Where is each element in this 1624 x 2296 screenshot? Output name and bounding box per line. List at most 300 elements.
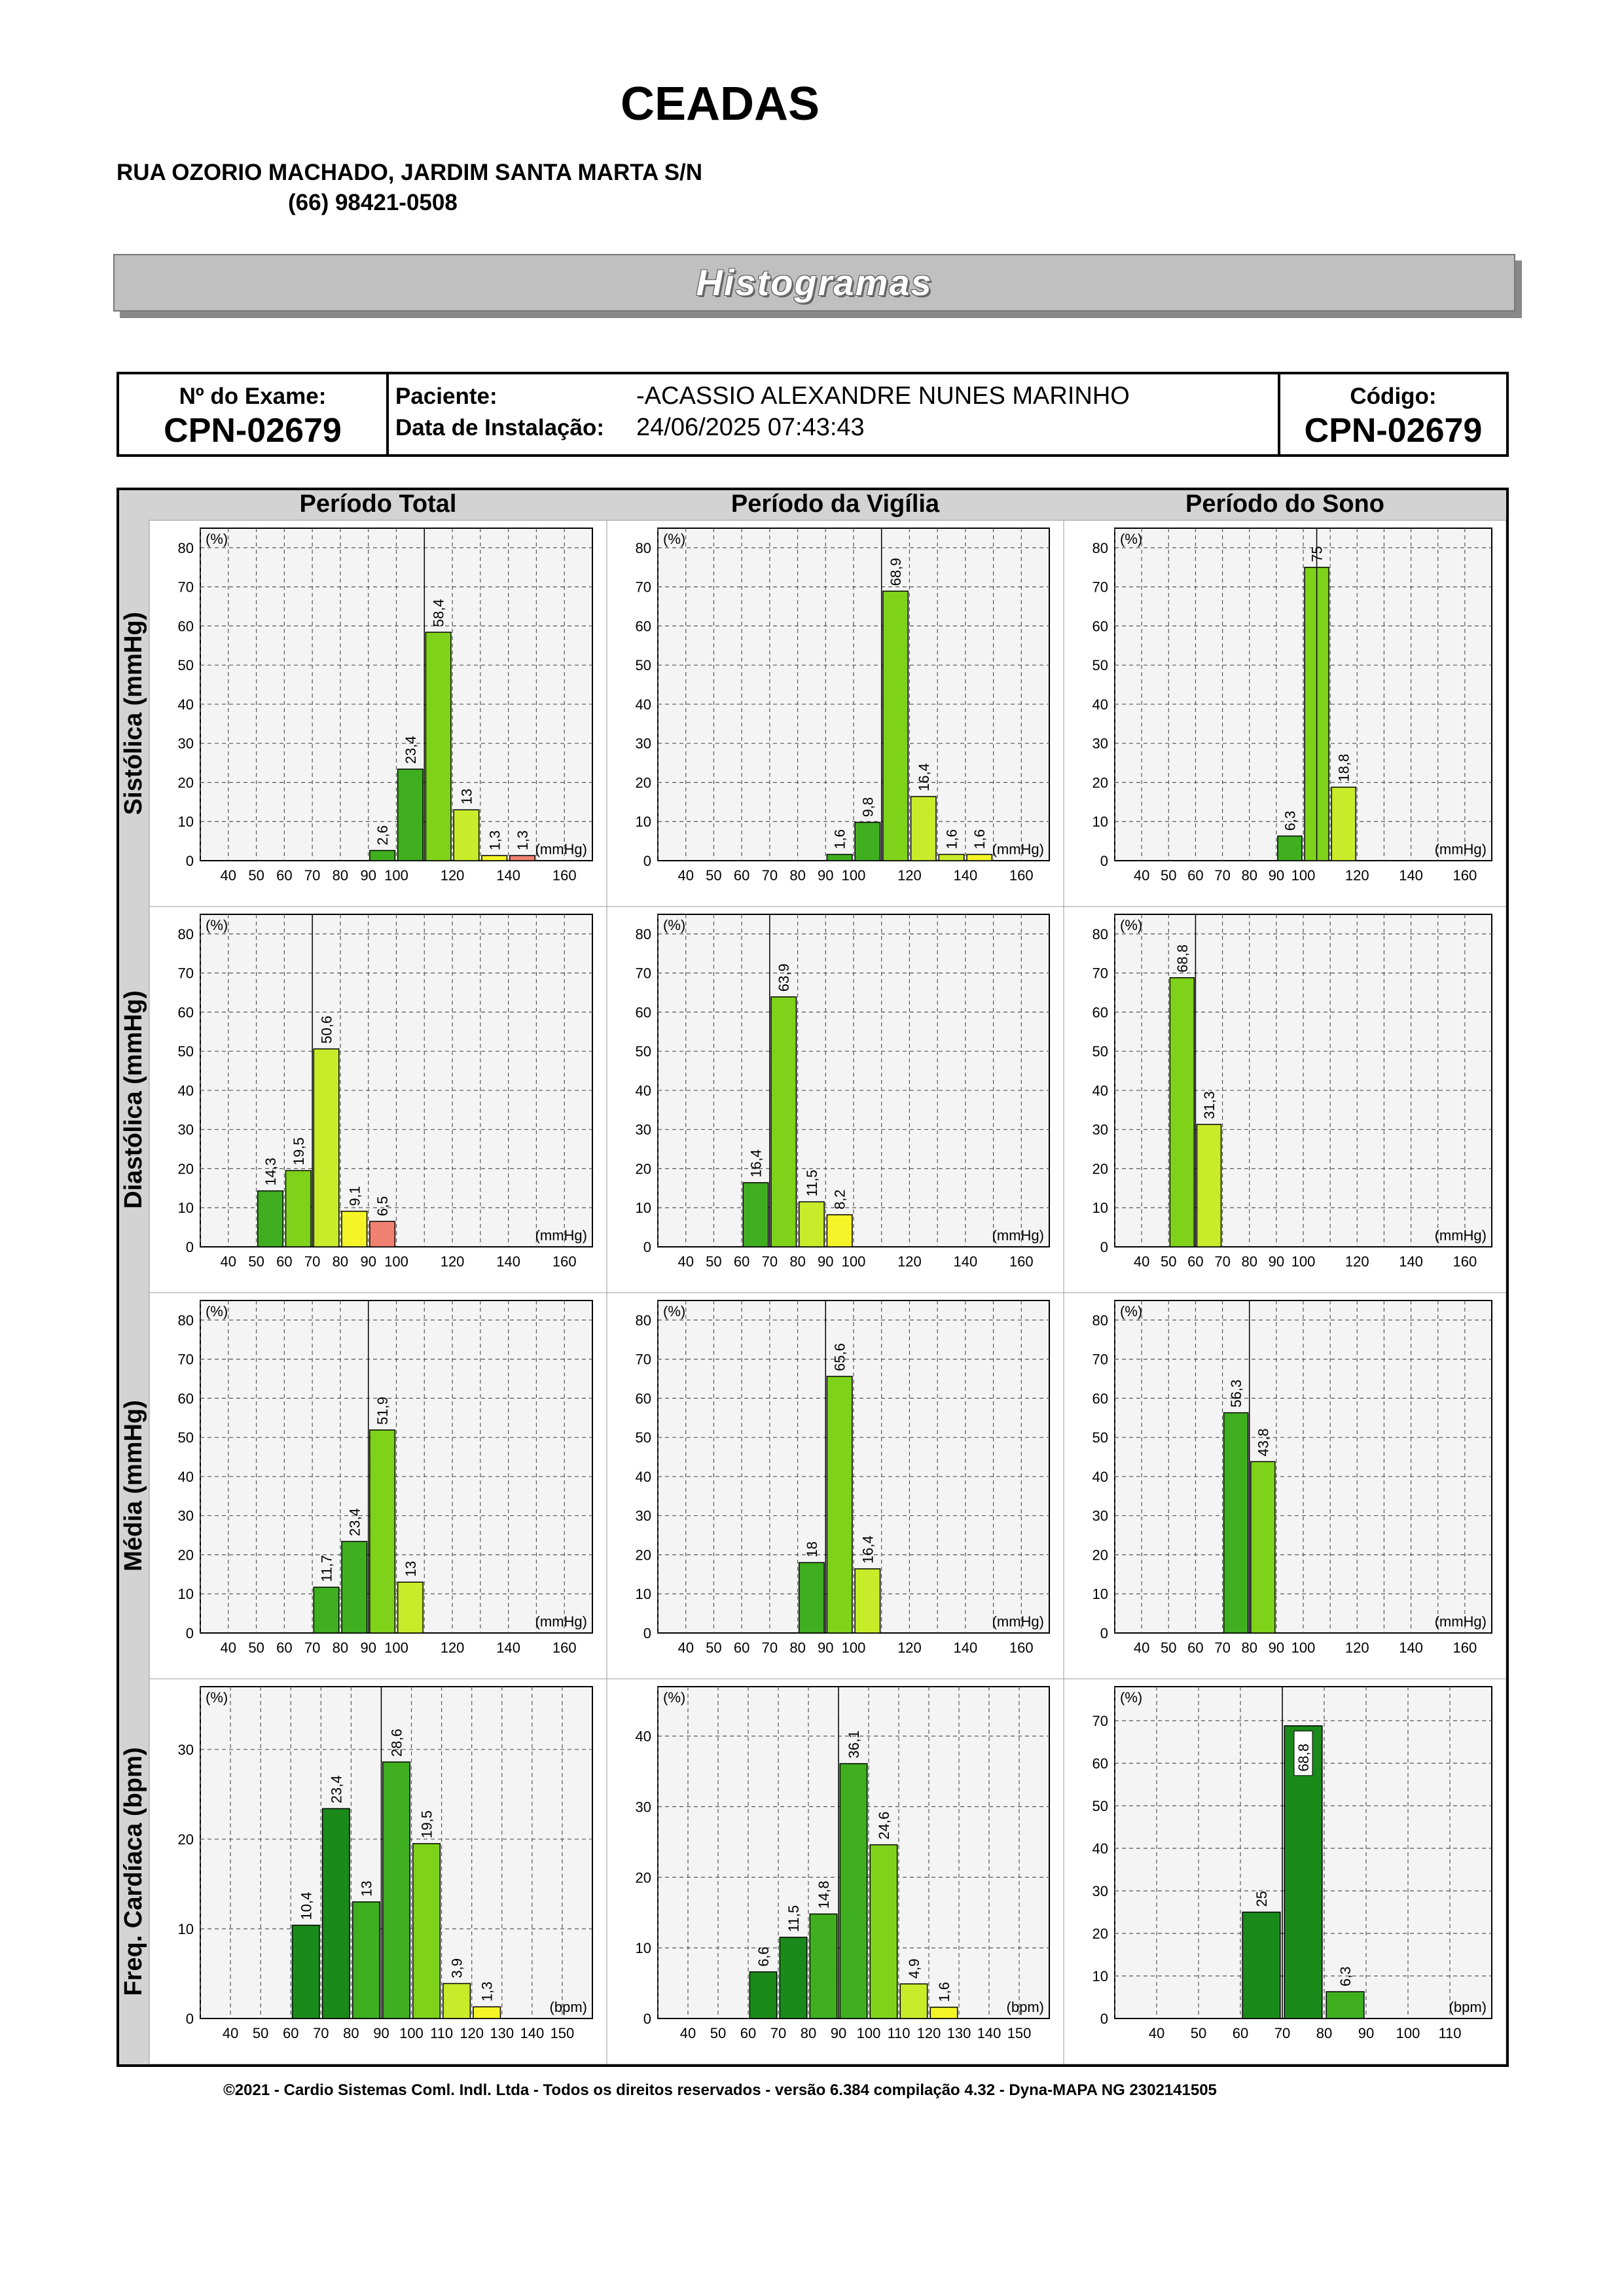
bar-label: 36,1 [846,1730,862,1759]
y-unit-label: (%) [663,917,686,933]
x-tick-label: 70 [1214,867,1231,884]
y-tick-label: 70 [635,1351,651,1368]
bar [799,1562,824,1633]
bar-label: 6,5 [374,1196,391,1217]
bar [827,854,852,861]
x-tick-label: 160 [1009,1253,1034,1270]
y-unit-label: (%) [663,1303,686,1319]
x-tick-label: 50 [248,1640,264,1656]
y-tick-label: 20 [635,1869,651,1886]
bar [771,997,796,1247]
y-tick-label: 0 [643,2011,651,2027]
y-tick-label: 30 [635,1507,651,1524]
x-unit-label: (mmHg) [1434,1227,1487,1244]
bar-label: 14,8 [816,1880,832,1909]
y-unit-label: (%) [206,1303,228,1319]
y-tick-label: 20 [177,774,194,791]
y-tick-label: 50 [177,1429,194,1446]
chart-4 [149,906,607,1293]
bar-label: 14,3 [262,1157,279,1186]
x-tick-label: 60 [733,867,750,884]
bar [314,1049,339,1247]
y-tick-label: 30 [177,1507,194,1524]
y-tick-label: 80 [177,539,194,556]
bar-label: 24,6 [876,1811,892,1840]
y-tick-label: 40 [177,1468,194,1485]
x-tick-label: 60 [1187,1253,1204,1270]
x-tick-label: 40 [220,1640,237,1656]
y-tick-label: 0 [185,1239,194,1255]
x-tick-label: 70 [770,2025,787,2041]
column-header-3: Período do Sono [1185,490,1384,518]
chart-9 [1064,1293,1506,1679]
y-tick-label: 40 [1092,1082,1108,1099]
bar [383,1762,410,2018]
x-tick-label: 110 [887,2025,911,2041]
code-label: Código: [1350,384,1437,409]
y-tick-label: 70 [635,579,651,596]
x-tick-label: 100 [841,867,866,884]
x-tick-label: 140 [1399,867,1423,884]
bar [293,1925,319,2018]
x-tick-label: 90 [1268,1253,1285,1270]
y-tick-label: 0 [1100,1239,1108,1255]
y-tick-label: 0 [185,853,194,869]
bar [342,1541,367,1633]
x-tick-label: 80 [1241,867,1257,884]
x-tick-label: 40 [679,2025,696,2041]
x-tick-label: 60 [282,2025,299,2041]
x-tick-label: 90 [373,2025,389,2041]
bar [370,1430,395,1633]
bar [799,1202,824,1247]
x-tick-label: 50 [252,2025,269,2041]
chart-7 [149,1293,607,1679]
x-tick-label: 40 [1133,867,1150,884]
y-tick-label: 10 [177,814,194,831]
bar [870,1845,897,2018]
row-label-2: Diastólica (mmHg) [120,990,147,1209]
histogram-grid [117,488,1509,2067]
y-tick-label: 30 [1092,1507,1108,1524]
x-tick-label: 60 [740,2025,757,2041]
y-tick-label: 0 [643,853,651,869]
y-tick-label: 50 [635,1043,651,1060]
section-banner [113,254,1515,312]
bar [398,1582,424,1633]
bar [473,2007,500,2018]
x-tick-label: 50 [706,1640,722,1656]
bar-label: 19,5 [418,1810,435,1839]
bar-label: 58,4 [430,599,447,627]
x-tick-label: 50 [1161,1253,1177,1270]
y-tick-label: 40 [635,1082,651,1099]
y-tick-label: 10 [635,814,651,831]
x-tick-label: 90 [360,1640,376,1656]
y-tick-label: 40 [1092,696,1108,713]
bar-label: 13 [402,1560,419,1577]
y-tick-label: 50 [177,1043,194,1060]
bar-label: 51,9 [374,1396,391,1425]
x-unit-label: (bpm) [1449,1999,1487,2015]
x-tick-label: 50 [1190,2025,1207,2041]
y-tick-label: 70 [1092,1351,1108,1368]
y-tick-label: 0 [1100,853,1108,869]
x-tick-label: 160 [1453,1253,1477,1270]
footer-copyright: ©2021 - Cardio Sistemas Coml. Indl. Ltda - Todos os direitos reservados - versão 6.384 compilação 4.32 - Dyna-MAPA NG 2302141505 [223,2081,1217,2099]
y-tick-label: 20 [177,1831,194,1848]
x-tick-label: 60 [733,1640,750,1656]
patient-label: Paciente: [395,384,497,409]
bar-label: 1,6 [943,829,960,850]
bar [749,1972,776,2018]
x-tick-label: 120 [916,2025,941,2041]
x-tick-label: 70 [761,1640,778,1656]
x-tick-label: 70 [1214,1640,1231,1656]
chart-10 [149,1679,607,2064]
y-tick-label: 10 [635,1200,651,1217]
x-tick-label: 100 [856,2025,881,2041]
y-tick-label: 60 [1092,1390,1108,1407]
y-tick-label: 0 [1100,1625,1108,1641]
x-tick-label: 80 [1316,2025,1333,2041]
bar [285,1170,311,1247]
x-tick-label: 140 [496,1640,521,1656]
bar [425,632,451,861]
x-tick-label: 50 [1161,1640,1177,1656]
x-tick-label: 160 [1009,867,1034,884]
x-tick-label: 80 [332,867,349,884]
x-tick-label: 140 [1399,1253,1423,1270]
bar [855,822,880,861]
bar-label: 6,3 [1337,1966,1354,1987]
x-tick-label: 50 [248,1253,264,1270]
bar-label: 13 [458,788,475,805]
x-tick-label: 150 [550,2025,575,2041]
y-tick-label: 50 [1092,1429,1108,1446]
bar-label: 63,9 [776,963,793,992]
y-tick-label: 30 [177,1121,194,1138]
x-unit-label: (mmHg) [1434,841,1487,857]
x-tick-label: 70 [1214,1253,1231,1270]
x-tick-label: 140 [977,2025,1001,2041]
bar-label: 56,3 [1228,1379,1245,1408]
x-tick-label: 80 [789,867,806,884]
x-unit-label: (mmHg) [1434,1613,1487,1630]
bar-label: 31,3 [1201,1091,1218,1119]
bar-label: 23,4 [328,1775,345,1804]
y-tick-label: 80 [635,925,651,942]
x-tick-label: 120 [897,867,922,884]
y-tick-label: 20 [1092,774,1108,791]
x-tick-label: 50 [248,867,264,884]
y-tick-label: 0 [643,1625,651,1641]
x-tick-label: 60 [1187,867,1204,884]
y-tick-label: 70 [1092,579,1108,596]
bar [413,1844,440,2018]
x-tick-label: 40 [677,1253,694,1270]
y-tick-label: 10 [177,1920,194,1937]
x-tick-label: 100 [841,1253,866,1270]
x-tick-label: 40 [220,1253,237,1270]
y-tick-label: 40 [635,696,651,713]
bar [911,797,936,861]
bar-label: 1,3 [514,830,532,851]
row-label-3: Média (mmHg) [120,1400,147,1571]
x-tick-label: 100 [1291,867,1316,884]
x-unit-label: (mmHg) [992,1227,1044,1244]
x-tick-label: 120 [1344,1253,1369,1270]
x-tick-label: 40 [1133,1640,1150,1656]
bar [883,591,908,861]
bar-label: 6,6 [755,1946,772,1967]
bar-label: 16,4 [915,763,932,791]
bar [1197,1124,1221,1247]
x-tick-label: 80 [1241,1640,1257,1656]
y-tick-label: 20 [635,1160,651,1177]
chart-2 [607,520,1064,906]
x-tick-label: 140 [496,867,521,884]
bar [1242,1912,1280,2019]
y-tick-label: 50 [1092,1043,1108,1060]
install-date-label: Data de Instalação: [395,415,604,440]
x-tick-label: 40 [1148,2025,1165,2041]
x-tick-label: 110 [430,2025,454,2041]
x-tick-label: 120 [440,1640,465,1656]
y-unit-label: (%) [663,1689,686,1706]
y-tick-label: 60 [635,1390,651,1407]
bar-label: 23,4 [402,736,419,764]
bar [258,1191,283,1247]
bar-label: 23,4 [346,1508,363,1537]
y-tick-label: 30 [177,1741,194,1758]
bar [939,854,964,861]
x-tick-label: 100 [1396,2025,1420,2041]
bar-label: 2,6 [374,825,391,846]
bar-label: 18,8 [1335,753,1352,782]
bar-label: 25 [1254,1891,1270,1907]
x-tick-label: 80 [789,1253,806,1270]
x-tick-label: 100 [384,867,408,884]
bar-label: 16,4 [859,1535,876,1564]
bar [1278,836,1302,861]
y-tick-label: 0 [185,2011,194,2027]
x-tick-label: 160 [552,1640,577,1656]
bar-label: 68,8 [1174,944,1191,973]
x-unit-label: (mmHg) [535,1613,587,1630]
bar [1170,978,1194,1247]
y-tick-label: 60 [1092,1004,1108,1021]
x-tick-label: 80 [332,1253,349,1270]
y-tick-label: 20 [1092,1160,1108,1177]
bar [342,1211,367,1247]
y-tick-label: 80 [635,1312,651,1329]
x-tick-label: 60 [276,1253,293,1270]
x-tick-label: 100 [841,1640,866,1656]
bar-label: 16,4 [748,1149,765,1177]
y-tick-label: 20 [1092,1926,1108,1942]
x-tick-label: 120 [460,2025,484,2041]
chart-12 [1064,1679,1506,2064]
x-tick-label: 90 [360,867,376,884]
x-tick-label: 90 [830,2025,847,2041]
x-tick-label: 120 [440,1253,465,1270]
y-tick-label: 30 [177,735,194,752]
y-tick-label: 10 [177,1200,194,1217]
y-tick-label: 50 [635,657,651,674]
bar-label: 68,8 [1295,1743,1312,1772]
bar [398,769,424,861]
bar [510,855,535,861]
y-tick-label: 0 [1100,2011,1108,2027]
code-cell [1280,374,1506,454]
y-tick-label: 70 [177,1351,194,1368]
x-tick-label: 90 [1358,2025,1375,2041]
y-tick-label: 0 [643,1239,651,1255]
x-tick-label: 80 [789,1640,806,1656]
y-tick-label: 50 [1092,1798,1108,1814]
exam-number-cell [119,374,389,454]
y-tick-label: 10 [1092,1968,1108,1984]
x-tick-label: 100 [1291,1253,1316,1270]
patient-cell [389,374,1280,454]
y-tick-label: 50 [635,1429,651,1446]
bar [855,1569,880,1633]
x-tick-label: 70 [313,2025,329,2041]
bar-label: 19,5 [290,1137,307,1166]
banner-title: Histogramas [696,262,933,303]
bar [1251,1462,1275,1633]
bar [1326,1992,1364,2018]
bar-label: 11,7 [318,1554,335,1583]
x-tick-label: 40 [677,867,694,884]
bar [482,855,507,861]
x-tick-label: 120 [1344,1640,1369,1656]
x-tick-label: 120 [897,1640,922,1656]
bar [900,1984,927,2018]
y-tick-label: 10 [1092,1586,1108,1603]
y-tick-label: 40 [177,696,194,713]
x-tick-label: 90 [1268,1640,1285,1656]
y-unit-label: (%) [1120,1303,1143,1319]
y-tick-label: 40 [635,1468,651,1485]
x-tick-label: 70 [304,1640,321,1656]
chart-8 [607,1293,1064,1679]
y-tick-label: 80 [635,539,651,556]
y-tick-label: 30 [635,735,651,752]
y-tick-label: 60 [635,618,651,635]
x-tick-label: 80 [332,1640,349,1656]
y-tick-label: 10 [177,1586,194,1603]
y-tick-label: 40 [635,1728,651,1745]
bar [967,854,992,861]
y-tick-label: 80 [1092,925,1108,942]
y-tick-label: 80 [1092,1312,1108,1329]
bar-label: 1,6 [831,829,848,850]
bar [840,1764,867,2018]
x-tick-label: 160 [1453,1640,1477,1656]
y-tick-label: 70 [177,965,194,982]
x-tick-label: 50 [710,2025,727,2041]
chart-5 [607,906,1064,1293]
x-tick-label: 160 [552,1253,577,1270]
x-tick-label: 160 [552,867,577,884]
x-tick-label: 70 [304,867,321,884]
bar-label: 8,2 [831,1189,848,1210]
bar [827,1376,852,1633]
bar [370,1221,395,1247]
x-tick-label: 160 [1453,867,1477,884]
bar-label: 68,9 [888,558,905,586]
bar [1224,1413,1248,1633]
row-label-4: Freq. Cardíaca (bpm) [120,1747,147,1996]
x-tick-label: 40 [222,2025,239,2041]
bar-label: 9,1 [346,1186,363,1206]
row-label-1: Sistólica (mmHg) [120,611,147,816]
y-unit-label: (%) [1120,917,1143,933]
bar-label: 4,9 [906,1958,922,1979]
histogram-svg [119,490,1506,2064]
x-tick-label: 100 [1291,1640,1316,1656]
y-tick-label: 70 [1092,1713,1108,1729]
bar [1331,787,1356,861]
bar [930,2007,957,2018]
code-value: CPN-02679 [1304,412,1483,450]
y-tick-label: 80 [1092,539,1108,556]
bar [353,1902,380,2018]
y-unit-label: (%) [206,1689,228,1706]
bar-label: 6,3 [1282,810,1299,831]
y-tick-label: 20 [635,1547,651,1564]
x-tick-label: 140 [1399,1640,1423,1656]
exam-info-box [117,372,1509,457]
x-tick-label: 80 [1241,1253,1257,1270]
clinic-address: RUA OZORIO MACHADO, JARDIM SANTA MARTA S/N [117,160,703,185]
y-tick-label: 80 [177,925,194,942]
x-tick-label: 110 [1438,2025,1462,2041]
x-tick-label: 100 [399,2025,424,2041]
y-tick-label: 20 [177,1160,194,1177]
exam-number-label: Nº do Exame: [179,384,327,409]
y-tick-label: 20 [635,774,651,791]
y-tick-label: 60 [1092,618,1108,635]
x-tick-label: 140 [520,2025,545,2041]
y-tick-label: 30 [1092,735,1108,752]
bar-label: 11,5 [803,1170,820,1197]
chart-1 [149,520,607,906]
x-unit-label: (mmHg) [992,841,1044,857]
bar-label: 1,6 [936,1982,952,2002]
y-tick-label: 50 [1092,657,1108,674]
bar-label: 10,4 [298,1892,315,1920]
column-header-2: Período da Vigília [731,490,940,518]
y-tick-label: 20 [1092,1547,1108,1564]
y-tick-label: 60 [177,618,194,635]
x-tick-label: 90 [818,1253,834,1270]
install-date-value: 24/06/2025 07:43:43 [636,414,865,441]
bar-label: 50,6 [318,1015,335,1044]
y-tick-label: 0 [185,1625,194,1641]
y-tick-label: 70 [635,965,651,982]
y-tick-label: 80 [177,1312,194,1329]
bar-label: 9,8 [859,797,876,817]
y-tick-label: 10 [635,1586,651,1603]
x-tick-label: 50 [706,1253,722,1270]
x-tick-label: 70 [761,867,778,884]
x-tick-label: 130 [947,2025,971,2041]
x-tick-label: 50 [1161,867,1177,884]
x-tick-label: 120 [440,867,465,884]
